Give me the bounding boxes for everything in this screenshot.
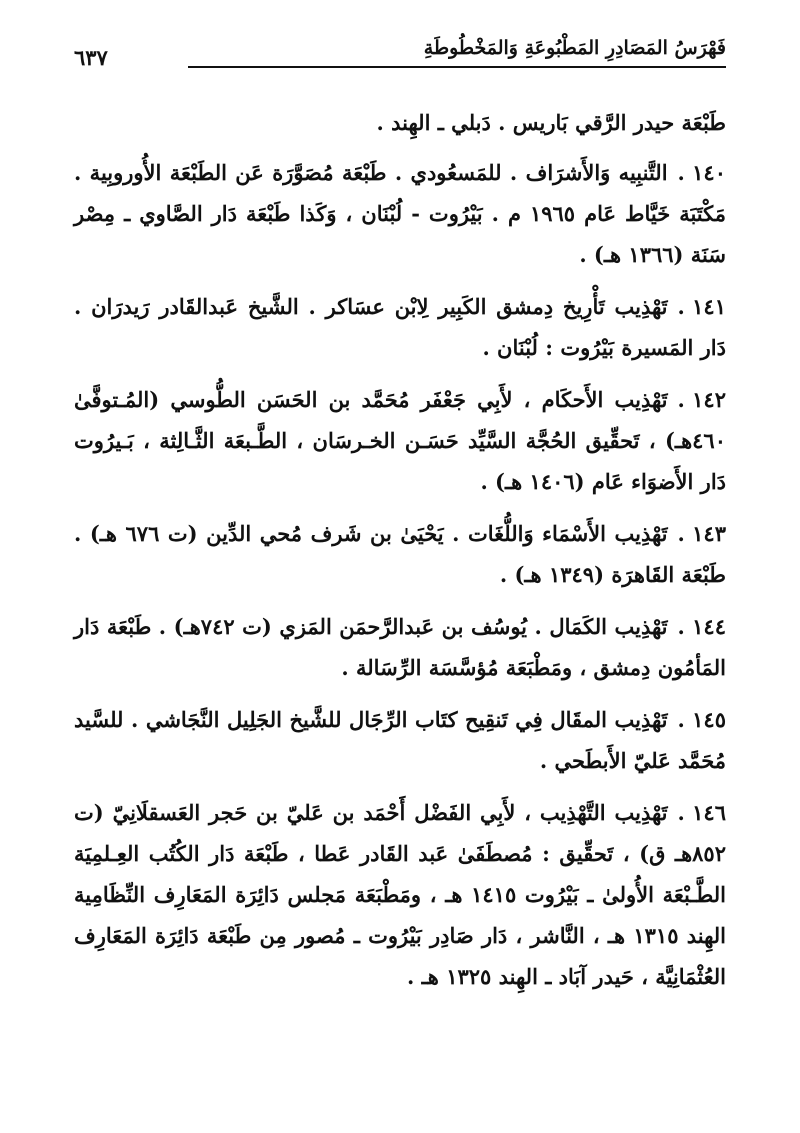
- entry-text: تَهْذِيب الأَسْمَاء وَاللُّغَات . يَحْيَىٰ بن شَرف مُحي الدِّين (ت ٦٧٦ هـ) . طَبْعَة القَاهرَة (١٣٤٩ هـ) .: [74, 521, 726, 587]
- entry-number: ١٤٤ .: [677, 614, 726, 639]
- page-number: ٦٣٧: [74, 45, 108, 70]
- entry-text: تَهْذِيب تَأْرِيخ دِمشق الكَبِير لِابْن عسَاكر . الشَّيخ عَبدالقَادر رَيدرَان . دَار المَسيرة بَيْرُوت : لُبْنَان .: [74, 294, 726, 360]
- entry-text: تَهْذِيب الكَمَال . يُوسُف بن عَبدالرَّحمَن المَزي (ت ٧٤٢هـ) . طَبْعَة دَار المَأمُون دِمشق ، ومَطْبَعَة مُؤسَّسَة الرِّسَالة .: [74, 614, 726, 680]
- bibliography-entry-145: [74, 699, 726, 781]
- bibliography-list: [74, 102, 726, 1008]
- running-title: فَهْرَسُ المَصَادِرِ المَطْبُوعَةِ وَالمَخْطُوطَةِ: [423, 37, 726, 59]
- bibliography-entry-continued: [74, 102, 726, 143]
- entry-number: ١٤٢ .: [677, 387, 726, 412]
- entry-text: تَهْذِيب التَّهْذِيب ، لأَبِي الفَضْل أَحْمَد بن عَليّ بن حَجر العَسقلَانِيّ (ت ٨٥٢هـ ق) ، تَحقِّيق : مُصطَفَىٰ عَبد القَادر عَطا ، طَبْعَة دَار الكُتُب العِـلمِيَة الطَّـبْعَة الأُولىٰ ـ بَيْرُوت ١٤١٥ هـ ، ومَطْبَعَة مَجلس دَائِرَة المَعَارِف النِّظَامِية الهِند ١٣١٥ هـ ، النَّاشر ، دَار صَادِر بَيْرُوت ـ مُصور مِن طَبْعَة دَائِرَة المَعَارِف العُثْمَانِيَّة ، حَيدر آبَاد ـ الهِند ١٣٢٥ هـ .: [74, 800, 726, 989]
- entry-number: ١٤٥ .: [677, 707, 726, 732]
- entry-text: طَبْعَة حيدر الرَّقي بَاريس . دَبلي ـ الهِند .: [376, 110, 726, 135]
- bibliography-entry-140: [74, 152, 726, 275]
- bibliography-entry-143: [74, 513, 726, 595]
- entry-number: ١٤٦ .: [677, 800, 726, 825]
- entry-text: التَّنبِيه وَالأَشرَاف . للمَسعُودي . طَبْعَة مُصَوَّرَة عَن الطَبْعَة الأُوروبِية . مَكْتَبَة خَيَّاط عَام ١٩٦٥ م . بَيْرُوت - لُبْنَان ، وَكَذا طَبْعَة دَار الصَّاوي ـ مِصْر سَنَة (١٣٦٦ هـ) .: [74, 160, 726, 267]
- entry-number: ١٤١ .: [677, 294, 726, 319]
- entry-text: تَهْذِيب المقَال فِي تَنقِيح كتَاب الرِّجَال للشَّيخ الجَلِيل النَّجَاشي . للسَّيد مُحَمَّد عَليّ الأَبطَحي .: [74, 707, 726, 773]
- page-header: [74, 34, 726, 74]
- bibliography-entry-141: [74, 286, 726, 368]
- bibliography-entry-146: [74, 792, 726, 997]
- header-rule: [188, 66, 726, 68]
- bibliography-entry-144: [74, 606, 726, 688]
- entry-number: ١٤٠ .: [677, 160, 726, 185]
- bibliography-entry-142: [74, 379, 726, 502]
- entry-text: تَهْذِيب الأَحكَام ، لأَبِي جَعْفَر مُحَمَّد بن الحَسَن الطُّوسي (المُـتوفَّىٰ ٤٦٠هـ) ، تَحقِّيق الحُجَّة السَّيِّد حَسَـن الخـرسَان ، الطَّـبعَة الثَّـالِثة ، بَـيرُوت دَار الأَضوَاء عَام (١٤٠٦ هـ) .: [74, 387, 726, 494]
- entry-number: ١٤٣ .: [677, 521, 726, 546]
